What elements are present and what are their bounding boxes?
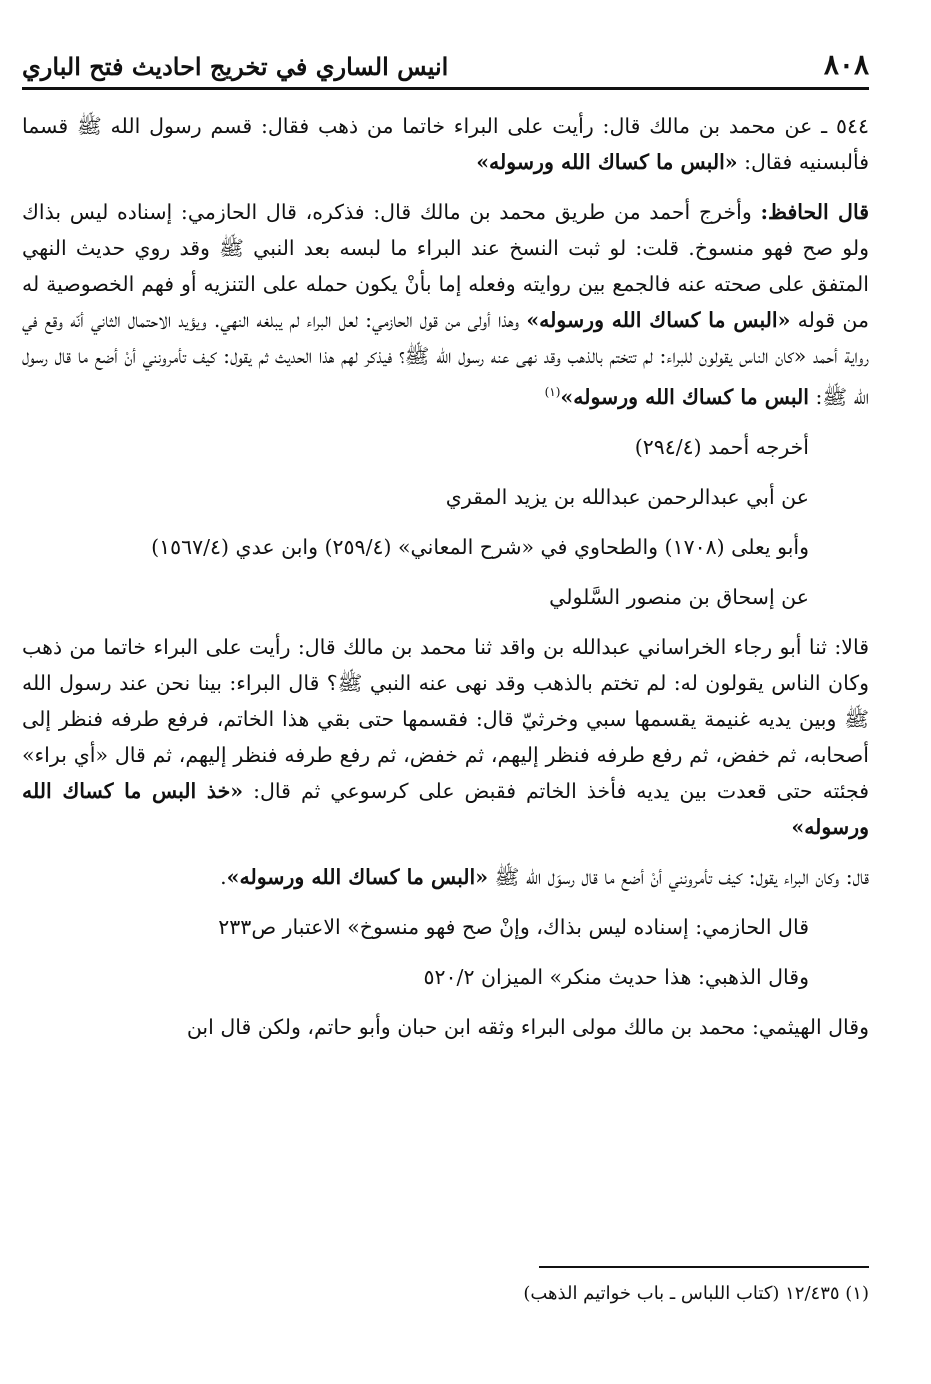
running-title: انيس الساري في تخريج احاديث فتح الباري xyxy=(22,52,449,81)
isnad-quote: «خذ البس ما كساك الله ورسوله» xyxy=(22,778,869,839)
takhrij-ishaq: عن إسحاق بن منصور السَّلولي xyxy=(549,584,809,609)
page-body xyxy=(22,108,869,1059)
bara-text: قال: وكان البراء يقول: كيف تأمرونني أنْ أضع ما قال رسوَل الله ﷺ xyxy=(488,864,869,889)
footnote: (١) ١٢/٤٣٥ (كتاب اللباس ـ باب خواتيم الذهب) xyxy=(523,1283,869,1304)
bara-end: . xyxy=(220,864,227,889)
hafiz-quote-2: البس ما كساك الله ورسوله» xyxy=(560,384,809,409)
hadith-paragraph xyxy=(22,108,869,180)
takhrij-muqri: عن أبي عبدالرحمن عبدالله بن يزيد المقري xyxy=(445,484,809,509)
takhrij-abuyala: وأبو يعلى (١٧٠٨) والطحاوي في «شرح المعاني» (٢٥٩/٤) وابن عدي (١٥٦٧/٤) xyxy=(151,534,809,559)
hafiz-quote-1: «البس ما كساك الله ورسوله» xyxy=(526,308,791,332)
page-number: ٨٠٨ xyxy=(823,48,869,81)
hafiz-lead: قال الحافظ: xyxy=(760,200,869,224)
dhahabi-line: وقال الذهبي: هذا حديث منكر» الميزان ٥٢٠/٢ xyxy=(423,964,809,989)
hafiz-paragraph xyxy=(22,194,869,415)
hadith-quote: «البس ما كساك الله ورسوله» xyxy=(476,150,738,174)
footnote-reference: (١) xyxy=(544,385,561,399)
isnad-text: قالا: ثنا أبو رجاء الخراساني عبدالله بن واقد ثنا محمد بن مالك قال: رأيت على البراء خاتما من ذهب وكان الناس يقولون له: لم تختم بالذهب وقد نهى عنه النبي ﷺ؟ قال البراء: بينا نحن عند رسول الله ﷺ وبين يديه غنيمة يقسمها سبي وخرثيّ قال: فقسمها حتى بقي هذا الخاتم، فرفع طرفه فنظر إلى أصحابه، ثم خفض، ثم رفع طرفه فنظر إليهم، ثم خفض، ثم رفع طرفه فنظر إليهم، ثم قال «أي براء» فجئته حتى قعدت بين يديه فأخذ الخاتم فقبض على كرسوعي ثم قال: xyxy=(22,634,869,803)
page-header xyxy=(22,38,869,90)
bara-paragraph xyxy=(22,859,869,895)
hafiz-text-2: وهذا أولى من قول الحازمي: لعل البراء لم يبلغه النهي. ويؤيد الاحتمال الثاني أنّه وقع في رواية أحمد «كان الناس يقولون للبراء: لم تتختم بالذهب وقد نهى عنه رسول الله ﷺ؟ فيذكر لهم هذا الحديث ثم يقول: كيف تأمرونني أنْ أضع ما قال رسول الله ﷺ: xyxy=(22,308,869,409)
hafiz-text-1: وأخرج أحمد من طريق محمد بن مالك قال: فذكره، قال الحازمي: إسناده ليس بذاك ولو صح فهو منسوخ. قلت: لو ثبت النسخ عند البراء ما لبسه بعد النبي ﷺ وقد روي حديث النهي المتفق على صحته عنه فالجمع بين روايته وفعله إما بأنْ يكون حمله على التنزيه أو فهم الخصوصية له من قوله xyxy=(22,200,870,332)
footnote-separator xyxy=(539,1266,869,1268)
haythami-paragraph: وقال الهيثمي: محمد بن مالك مولى البراء وثقه ابن حبان وأبو حاتم، ولكن قال ابن xyxy=(186,1014,869,1039)
takhrij-ahmad: أخرجه أحمد (٢٩٤/٤) xyxy=(634,434,809,459)
bara-quote: «البس ما كساك الله ورسوله» xyxy=(226,864,489,889)
hazimi-line: قال الحازمي: إسناده ليس بذاك، وإنْ صح فهو منسوخ» الاعتبار ص٢٣٣ xyxy=(218,914,809,939)
hadith-text: ٥٤٤ ـ عن محمد بن مالك قال: رأيت على البراء خاتما من ذهب فقال: قسم رسول الله ﷺ قسما فألبسنيه فقال: xyxy=(22,114,869,174)
isnad-paragraph xyxy=(22,629,869,845)
